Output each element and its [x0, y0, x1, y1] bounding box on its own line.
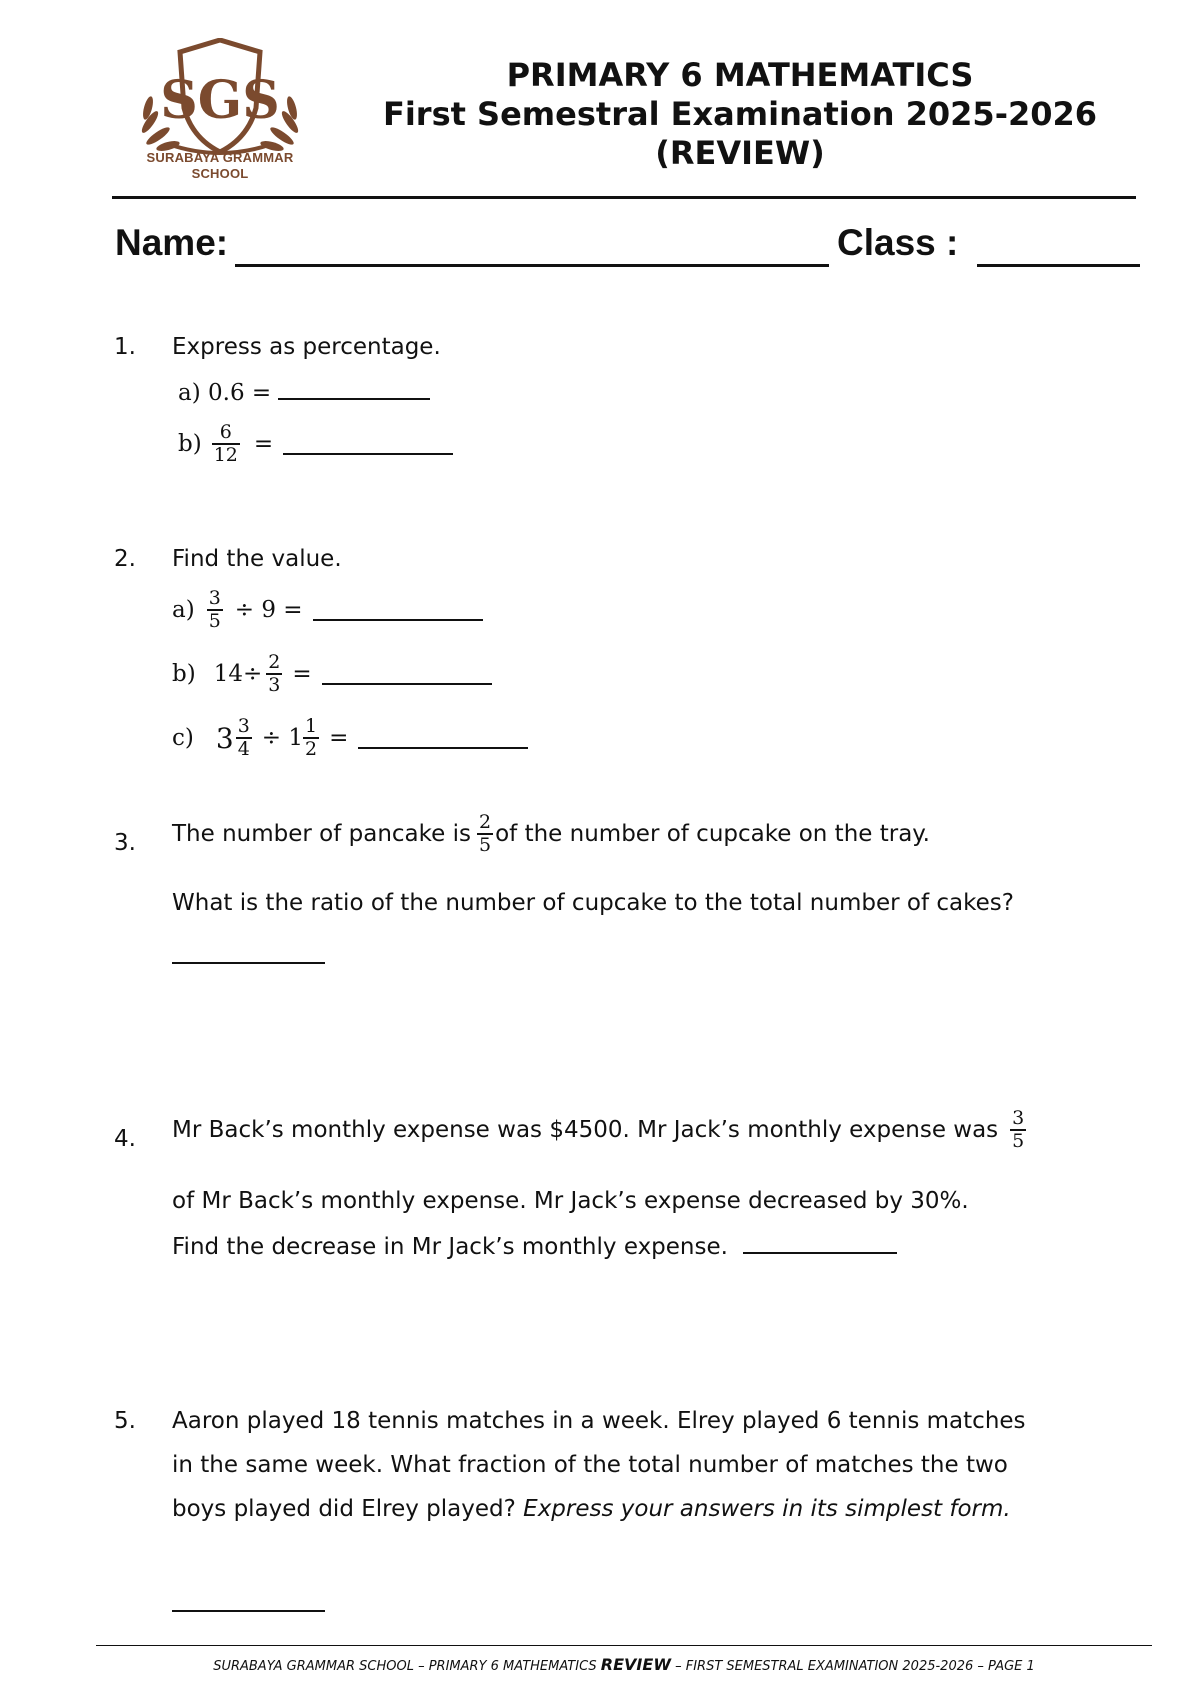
class-label: Class : — [837, 222, 959, 263]
q1b-numerator: 6 — [219, 421, 232, 443]
q1a-expr: 0.6 = — [208, 380, 272, 406]
exam-title — [340, 56, 1140, 173]
q3-answer-blank[interactable] — [172, 942, 325, 968]
q2c-numerator-2: 1 — [305, 715, 318, 737]
q5-answer-blank[interactable] — [172, 1590, 325, 1616]
school-logo — [128, 38, 312, 188]
q4-line-3 — [172, 1232, 897, 1260]
q3-text-after: of the number of cupcake on the tray. — [495, 821, 930, 847]
q4-line-3-text: Find the decrease in Mr Jack’s monthly expense. — [172, 1234, 728, 1260]
q2b-answer-blank[interactable] — [322, 663, 492, 685]
q2b-prefix: 14÷ — [213, 661, 263, 687]
q2c-fraction-1 — [236, 716, 252, 760]
q2b-equals: = — [292, 661, 312, 687]
q5-number: 5. — [114, 1408, 136, 1434]
q2a-numerator: 3 — [208, 587, 221, 609]
crest-icon — [128, 38, 312, 168]
q4-answer-blank[interactable] — [743, 1232, 897, 1254]
q2a-fraction — [207, 588, 223, 632]
q2c-label: c) — [172, 725, 194, 751]
q1a-label: a) — [178, 380, 201, 406]
footer-strong: REVIEW — [600, 1655, 671, 1674]
footer-divider — [96, 1645, 1152, 1646]
student-info-row — [115, 222, 1145, 272]
q1b-denominator: 12 — [213, 444, 238, 466]
q1a-answer-blank[interactable] — [278, 378, 430, 400]
q2c-numerator-1: 3 — [237, 715, 250, 737]
q3-number: 3. — [114, 830, 136, 856]
q5-line-3-italic: Express your answers in its simplest form. — [523, 1496, 1011, 1522]
q5-line-3 — [172, 1496, 1011, 1522]
q2-part-c — [172, 716, 528, 760]
q1-text: Express as percentage. — [172, 334, 441, 360]
q4-line-2: of Mr Back’s monthly expense. Mr Jack’s expense decreased by 30%. — [172, 1188, 969, 1214]
name-field[interactable] — [235, 264, 829, 267]
q2a-denominator: 5 — [208, 610, 221, 632]
q5-line-1: Aaron played 18 tennis matches in a week. Elrey played 6 tennis matches — [172, 1408, 1026, 1434]
q1b-label: b) — [178, 431, 202, 457]
q3-denominator: 5 — [479, 834, 492, 856]
q3-text-before: The number of pancake is — [172, 821, 471, 847]
q1-number: 1. — [114, 334, 136, 360]
logo-text-line1: SURABAYA GRAMMAR — [146, 150, 294, 165]
page-footer — [96, 1655, 1152, 1674]
q5-line-3-plain: boys played did Elrey played? — [172, 1496, 516, 1522]
q3-numerator: 2 — [479, 811, 492, 833]
logo-monogram: SGS — [160, 70, 280, 131]
q2c-fraction-2 — [303, 716, 319, 760]
logo-text-line2: SCHOOL — [191, 166, 249, 181]
title-line-3: (REVIEW) — [655, 134, 825, 172]
footer-right: – FIRST SEMESTRAL EXAMINATION 2025-2026 – PAGE 1 — [675, 1659, 1035, 1674]
q1b-equals: = — [253, 431, 274, 457]
name-label: Name: — [115, 222, 229, 263]
q2b-label: b) — [172, 661, 196, 687]
q2c-equals: = — [329, 725, 349, 751]
q4-numerator: 3 — [1012, 1107, 1025, 1129]
q2b-denominator: 3 — [268, 674, 281, 696]
footer-left: SURABAYA GRAMMAR SCHOOL – PRIMARY 6 MATHEMATICS — [213, 1659, 597, 1674]
q1-part-b — [178, 422, 453, 466]
q2-part-b — [172, 652, 492, 696]
q2c-whole: 3 — [215, 721, 234, 755]
q1b-fraction — [212, 422, 240, 466]
q2c-answer-blank[interactable] — [358, 727, 528, 749]
header-divider — [112, 196, 1136, 199]
q2-text: Find the value. — [172, 546, 342, 572]
q2c-denominator-2: 2 — [305, 738, 318, 760]
q2b-fraction — [266, 652, 282, 696]
q2c-divide: ÷ 1 — [261, 725, 303, 751]
q5-line-2: in the same week. What fraction of the total number of matches the two — [172, 1452, 1008, 1478]
q4-line-1 — [172, 1108, 1030, 1152]
q2a-answer-blank[interactable] — [313, 599, 483, 621]
q1b-answer-blank[interactable] — [283, 433, 453, 455]
q4-fraction — [1010, 1108, 1026, 1152]
title-line-2: First Semestral Examination 2025-2026 — [382, 95, 1098, 133]
q4-denominator: 5 — [1012, 1130, 1025, 1152]
q1-part-a — [178, 378, 430, 406]
q2b-numerator: 2 — [268, 651, 281, 673]
q2c-denominator-1: 4 — [237, 738, 250, 760]
q4-number: 4. — [114, 1126, 136, 1152]
q2-number: 2. — [114, 546, 136, 572]
q3-fraction — [477, 812, 493, 856]
class-field[interactable] — [977, 264, 1140, 267]
q4-line-1-text: Mr Back’s monthly expense was $4500. Mr Jack’s monthly expense was — [172, 1117, 999, 1143]
q3-line-2: What is the ratio of the number of cupcake to the total number of cakes? — [172, 890, 1014, 916]
q3-line-1 — [172, 812, 930, 856]
title-line-1: PRIMARY 6 MATHEMATICS — [506, 56, 974, 94]
q2a-label: a) — [172, 597, 195, 623]
q2-part-a — [172, 588, 483, 632]
q2a-rest: ÷ 9 = — [234, 597, 303, 623]
